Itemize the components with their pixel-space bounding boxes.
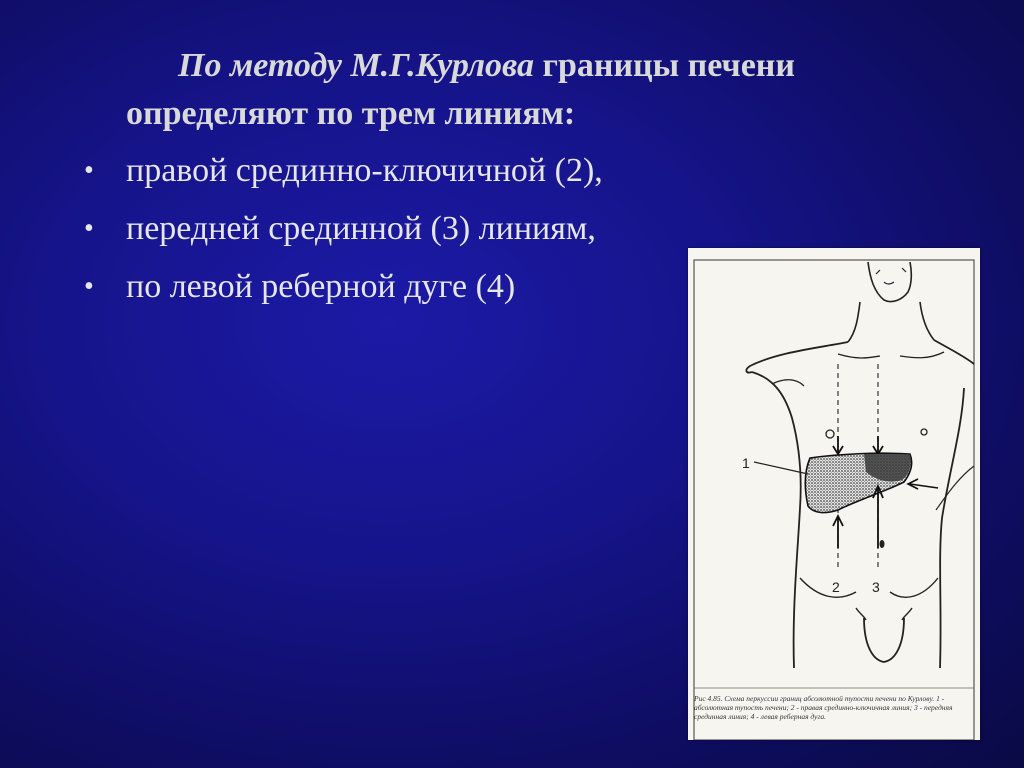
slide-heading xyxy=(126,42,946,138)
bullet-item xyxy=(84,200,603,258)
label-one: 1 xyxy=(742,455,750,471)
label-three: 3 xyxy=(872,579,880,595)
pelvis-outline xyxy=(864,618,904,662)
label-two: 2 xyxy=(832,579,840,595)
bullet-text: по левой реберной дуге (4) xyxy=(126,268,516,305)
figure-caption: Рис 4.85. Схема перкуссии границ абсолютной тупости печени по Курлову. 1 - абсолютная тупость печени; 2 - правая срединно-ключичная линия; 3 - передняя срединная линия; 4 - левая реберная дуга. xyxy=(694,694,953,721)
heading-rest: границы печени xyxy=(534,47,795,84)
bullet-item xyxy=(84,258,603,316)
bullet-marker: • xyxy=(84,271,94,302)
anatomy-figure xyxy=(688,248,980,740)
neck-outline xyxy=(848,302,860,342)
bullet-marker: • xyxy=(84,155,94,186)
right-torso-outline xyxy=(752,372,801,668)
torso-drawing xyxy=(688,248,980,740)
bullet-text: правой срединно-ключичной (2), xyxy=(126,152,603,189)
bullet-list xyxy=(84,142,603,316)
left-torso-outline xyxy=(940,388,964,668)
bullet-marker: • xyxy=(84,213,94,244)
shoulder-outline xyxy=(746,342,848,373)
bullet-text: передней срединной (3) линиям, xyxy=(126,210,596,247)
chin-outline xyxy=(868,262,911,302)
heading-italic: По методу М.Г.Курлова xyxy=(178,47,535,84)
bullet-item xyxy=(84,142,603,200)
heading-line2: определяют по трем линиям: xyxy=(126,95,576,132)
